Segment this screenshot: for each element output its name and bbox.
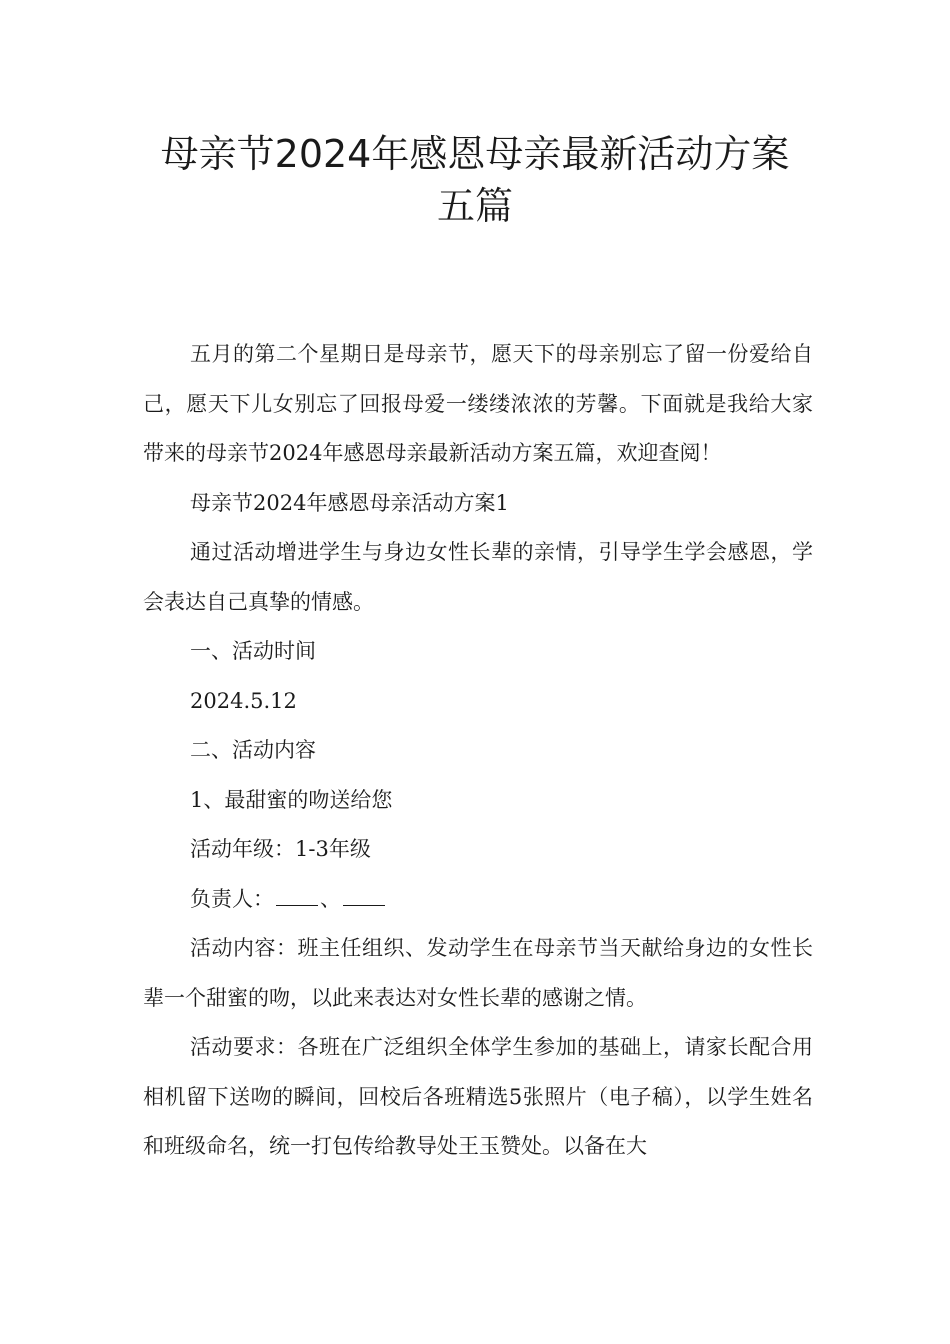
responsible-line (143, 875, 813, 925)
responsible-blank-1 (276, 887, 318, 906)
activity-content-paragraph: 活动内容：班主任组织、发动学生在母亲节当天献给身边的女性长辈一个甜蜜的吻，以此来表达对女性长辈的感谢之情。 (143, 936, 813, 1010)
title-line-1: 母亲节2024年感恩母亲最新活动方案 (160, 132, 790, 176)
activity-grade: 活动年级：1-3年级 (190, 837, 371, 861)
heading-activity-content: 二、活动内容 (190, 738, 316, 762)
document-title (120, 128, 830, 232)
purpose-paragraph: 通过活动增进学生与身边女性长辈的亲情，引导学生学会感恩，学会表达自己真挚的情感。 (143, 540, 813, 614)
document-body (143, 330, 813, 1172)
activity-requirements-paragraph: 活动要求：各班在广泛组织全体学生参加的基础上，请家长配合用相机留下送吻的瞬间，回校后各班精选5张照片（电子稿），以学生姓名和班级命名，统一打包传给教导处王玉赞处。以备在大 (143, 1035, 813, 1158)
activity-date: 2024.5.12 (190, 688, 297, 713)
responsible-blank-2 (343, 887, 385, 906)
section-heading: 母亲节2024年感恩母亲活动方案1 (190, 490, 509, 515)
responsible-label: 负责人： (190, 886, 274, 911)
item-title: 1、最甜蜜的吻送给您 (190, 787, 393, 812)
heading-activity-time: 一、活动时间 (190, 639, 316, 663)
intro-paragraph: 五月的第二个星期日是母亲节，愿天下的母亲别忘了留一份爱给自己，愿天下儿女别忘了回报母爱一缕缕浓浓的芳馨。下面就是我给大家带来的母亲节2024年感恩母亲最新活动方案五篇，欢迎查阅！ (143, 342, 813, 465)
title-line-2: 五篇 (436, 184, 513, 228)
responsible-separator: 、 (320, 886, 341, 911)
